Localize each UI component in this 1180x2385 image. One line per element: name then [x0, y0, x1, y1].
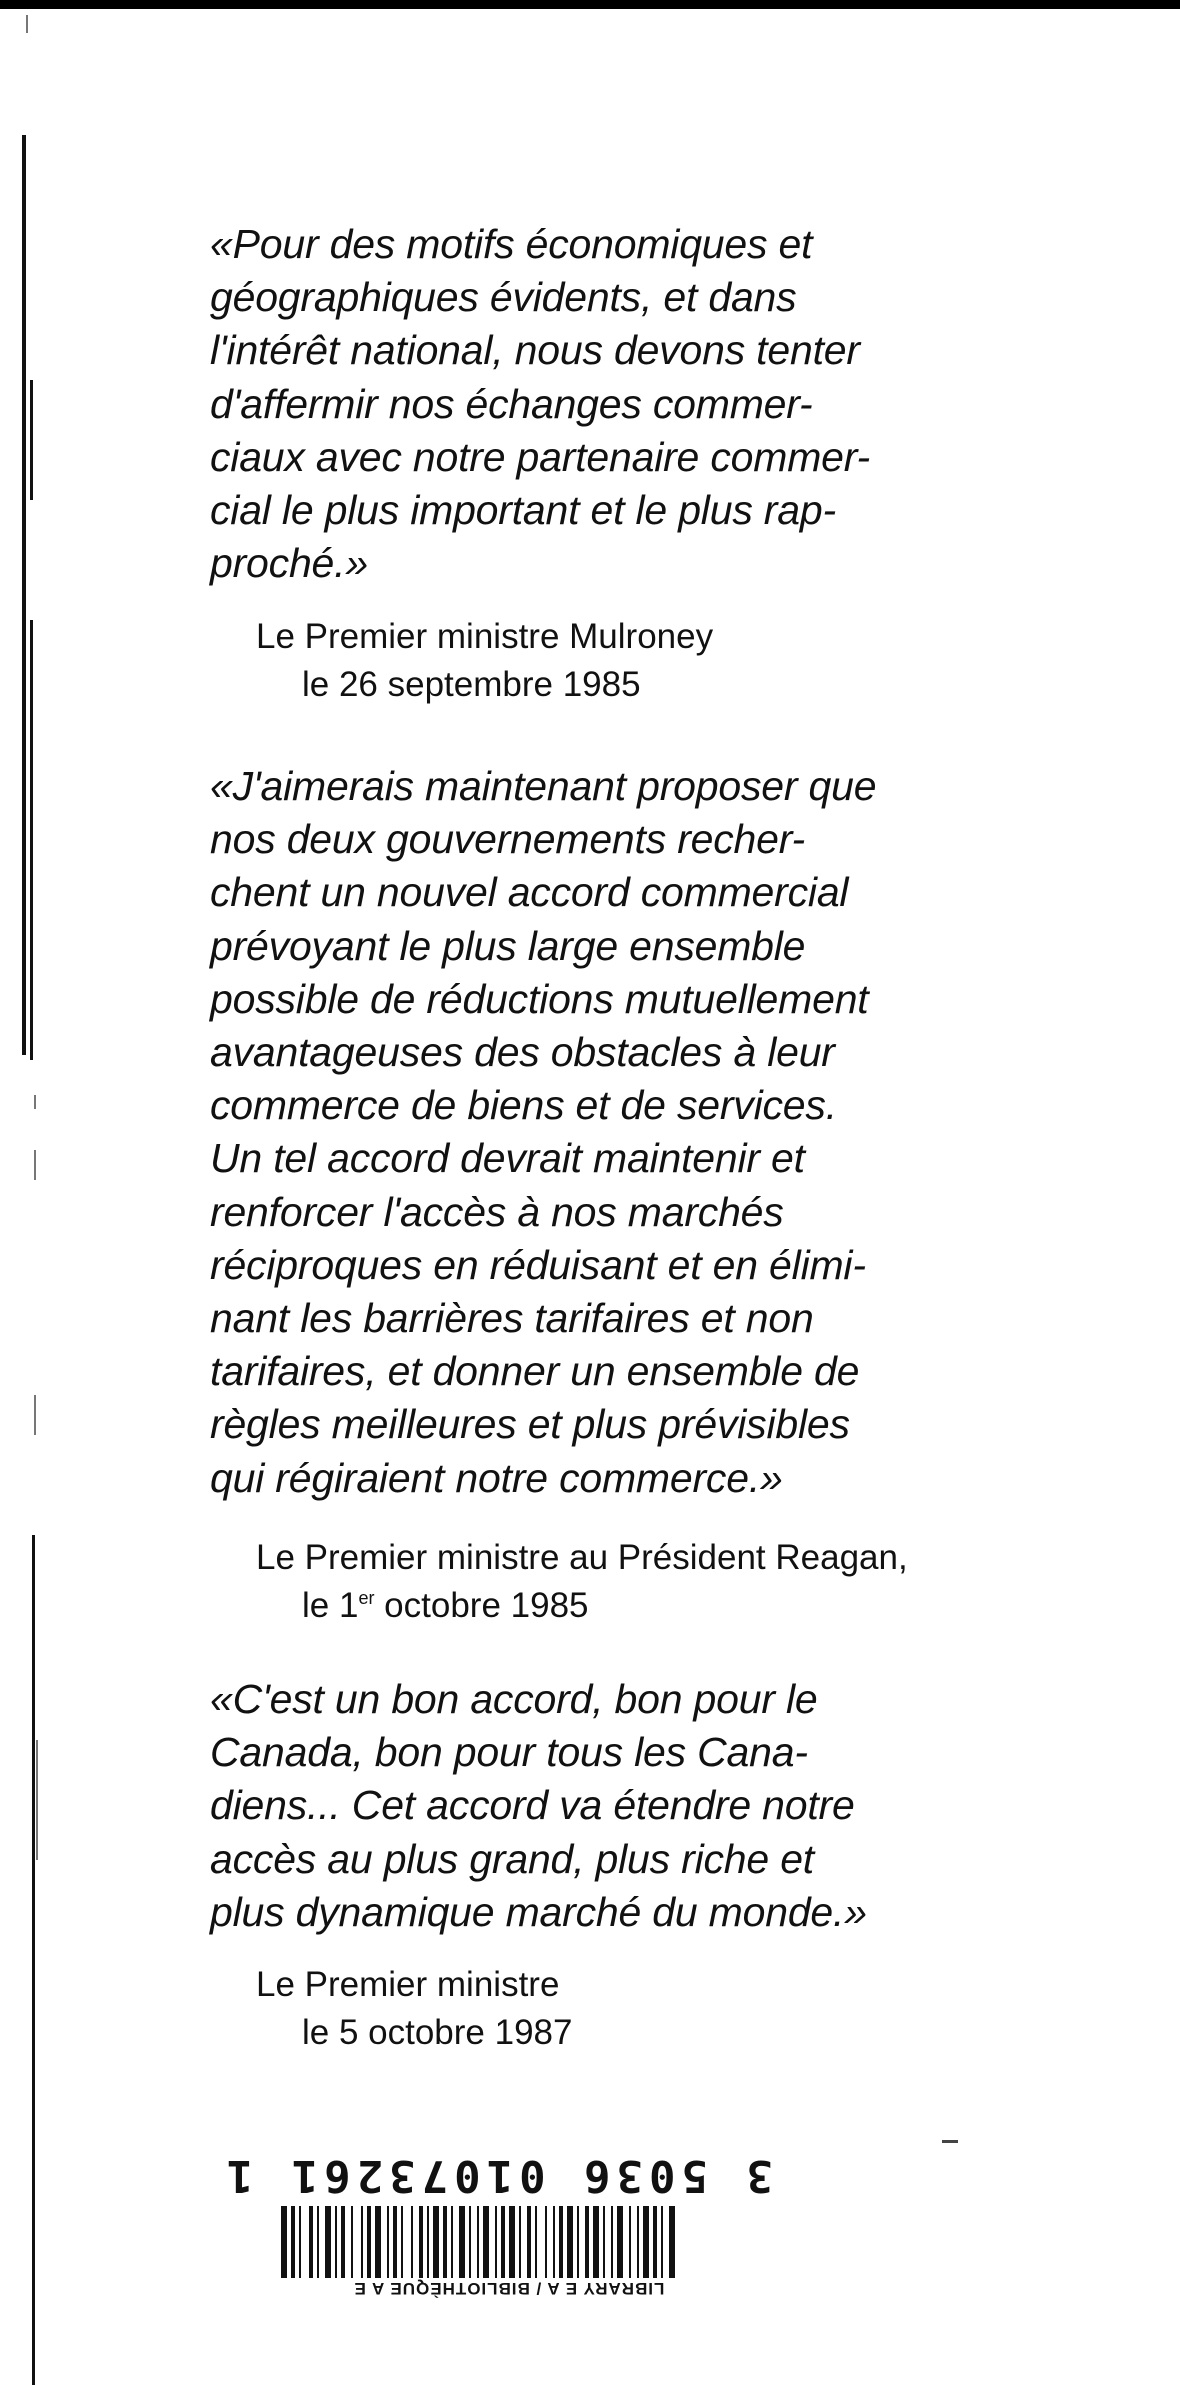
barcode-bar [317, 2206, 319, 2278]
stray-mark [942, 2140, 958, 2143]
barcode-bar [375, 2206, 381, 2278]
barcode-bar [603, 2206, 605, 2278]
quote-block [210, 218, 1030, 590]
barcode-bar [291, 2206, 295, 2278]
barcode-bar [433, 2206, 439, 2278]
quote-line: ciaux avec notre partenaire commer- [210, 433, 870, 480]
attribution-speaker: Le Premier ministre au Président Reagan, [256, 1538, 908, 1577]
top-border-rule [0, 0, 1180, 9]
quote-line: réciproques en réduisant et en élimi- [210, 1241, 866, 1288]
quote-block [210, 760, 1030, 1505]
barcode-bar [629, 2206, 631, 2278]
quote-line: qui régiraient notre commerce.» [210, 1454, 783, 1501]
quote-line: cial le plus important et le plus rap- [210, 487, 836, 534]
barcode-bar [341, 2206, 345, 2278]
quote-line: possible de réductions mutuellement [210, 975, 869, 1022]
quote-line: diens... Cet accord va étendre notre [210, 1782, 855, 1829]
quote-line: Canada, bon pour tous les Cana- [210, 1729, 808, 1776]
barcode-bar [483, 2206, 489, 2278]
quote-line: prévoyant le plus large ensemble [210, 922, 806, 969]
barcode-bar [299, 2206, 301, 2278]
barcode-bar [459, 2206, 465, 2278]
quote-line: tarifaires, et donner un ensemble de [210, 1348, 860, 1395]
barcode-bar [325, 2206, 331, 2278]
barcode-bar [577, 2206, 579, 2278]
quote-attribution [256, 613, 713, 709]
quote-line: nos deux gouvernements recher- [210, 816, 805, 863]
spine-tick [36, 1740, 38, 1860]
quote-block [210, 1673, 1030, 1939]
quote-line: règles meilleures et plus prévisibles [210, 1401, 850, 1448]
spine-line [30, 380, 33, 500]
quote-line: Un tel accord devrait maintenir et [210, 1135, 805, 1182]
quote-line: chent un nouvel accord commercial [210, 869, 849, 916]
quote-line: «J'aimerais maintenant proposer que [210, 763, 877, 809]
barcode-bar [535, 2206, 537, 2278]
barcode-bar [669, 2206, 675, 2278]
quote-line: commerce de biens et de services. [210, 1082, 837, 1129]
attribution-date: le 5 octobre 1987 [302, 2013, 573, 2052]
barcode-bar [653, 2206, 657, 2278]
barcode-bar [469, 2206, 471, 2278]
barcode-bar [351, 2206, 353, 2278]
barcode-bar [419, 2206, 423, 2278]
quote-attribution [256, 1534, 908, 1630]
library-barcode-label [220, 2150, 785, 2300]
barcode-bar [427, 2206, 429, 2278]
barcode-bar [393, 2206, 397, 2278]
barcode-bar [387, 2206, 389, 2278]
barcode-bar [643, 2206, 649, 2278]
barcode-bar [443, 2206, 447, 2278]
barcode-bar [451, 2206, 453, 2278]
barcode-bars [281, 2206, 751, 2278]
quote-line: «C'est un bon accord, bon pour le [210, 1676, 818, 1722]
quote-line: accès au plus grand, plus riche et [210, 1835, 814, 1882]
barcode-bar [637, 2206, 639, 2278]
quote-attribution [256, 1961, 572, 2057]
barcode-bar [593, 2206, 599, 2278]
barcode-caption: LIBRARY E A / BIBLIOTHÈQUE A E [353, 2279, 665, 2298]
barcode-bar [527, 2206, 531, 2278]
barcode-bar [559, 2206, 563, 2278]
barcode-number: 3 5036 01073261 1 [220, 2150, 773, 2201]
quote-line: plus dynamique marché du monde.» [210, 1888, 867, 1935]
quote-line: l'intérêt national, nous devons tenter [210, 327, 860, 374]
barcode-bar [401, 2206, 403, 2278]
barcode-bar [519, 2206, 521, 2278]
quote-line: nant les barrières tarifaires et non [210, 1295, 814, 1342]
barcode-bar [611, 2206, 613, 2278]
attribution-date [256, 1582, 908, 1630]
spine-tick [34, 1095, 36, 1109]
spine-tick [34, 1150, 36, 1180]
spine-line [32, 1535, 35, 2385]
quote-line: d'affermir nos échanges commer- [210, 380, 813, 427]
quote-line: «Pour des motifs économiques et [210, 221, 813, 267]
barcode-bar [661, 2206, 663, 2278]
barcode-bar [545, 2206, 547, 2278]
barcode-bar [501, 2206, 505, 2278]
barcode-bar [361, 2206, 363, 2278]
barcode-bar [495, 2206, 497, 2278]
attribution-speaker: Le Premier ministre Mulroney [256, 617, 714, 656]
quote-line: proché.» [210, 540, 368, 587]
barcode-bar [335, 2206, 337, 2278]
barcode-bar [585, 2206, 589, 2278]
barcode-bar [567, 2206, 573, 2278]
barcode-bar [617, 2206, 623, 2278]
barcode-bar [477, 2206, 479, 2278]
spine-line [22, 135, 26, 1055]
barcode-bar [553, 2206, 555, 2278]
attribution-date-prefix: le 1 [302, 1586, 359, 1625]
barcode-bar [281, 2206, 287, 2278]
barcode-bar [509, 2206, 515, 2278]
barcode-bar [367, 2206, 371, 2278]
spine-tick [26, 15, 28, 33]
quote-line: renforcer l'accès à nos marchés [210, 1188, 784, 1235]
ordinal-suffix: er [358, 1588, 375, 1608]
barcode-bar [309, 2206, 313, 2278]
quote-line: avantageuses des obstacles à leur [210, 1029, 835, 1076]
quote-line: géographiques évidents, et dans [210, 274, 797, 321]
attribution-speaker: Le Premier ministre [256, 1965, 560, 2004]
barcode-bar [411, 2206, 413, 2278]
spine-line [30, 620, 33, 1060]
spine-tick [34, 1395, 36, 1435]
attribution-date-rest: octobre 1985 [374, 1586, 589, 1625]
attribution-date: le 26 septembre 1985 [302, 665, 641, 704]
